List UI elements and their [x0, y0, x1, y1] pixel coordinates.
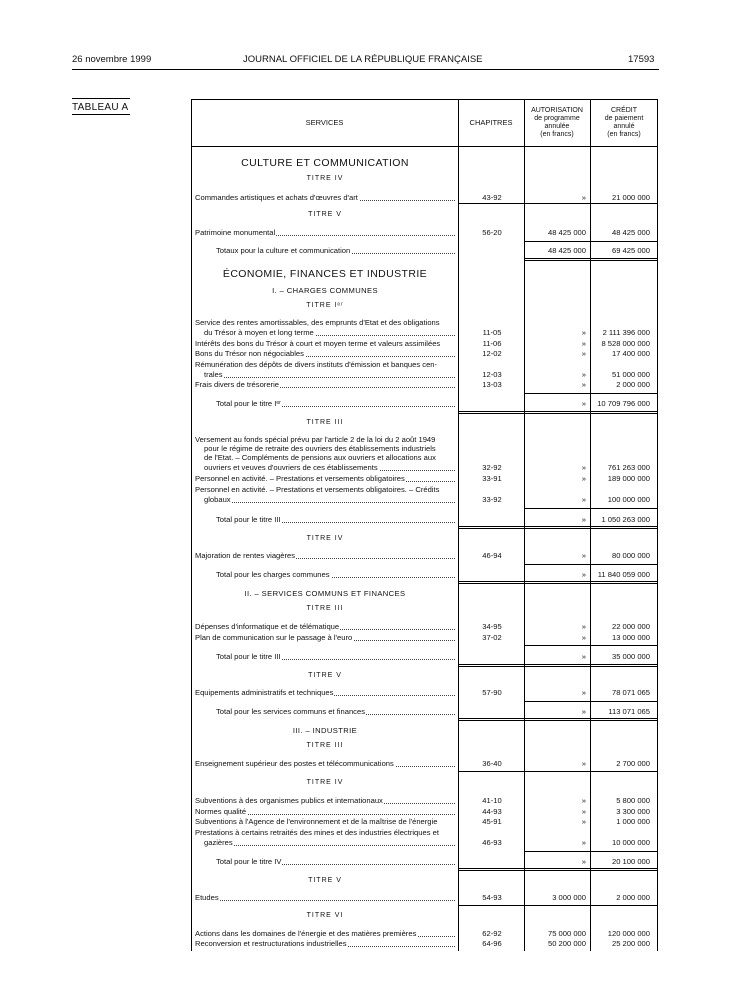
credit-cell: 189 000 000: [607, 474, 650, 483]
header-journal-title: JOURNAL OFFICIEL DE LA RÉPUBLIQUE FRANÇAISE: [243, 54, 483, 65]
service-label: trales: [204, 370, 223, 379]
service-label: Dépenses d'informatique et de télématique: [195, 622, 340, 631]
credit-cell: 113 071 065: [608, 707, 650, 716]
autorisation-cell: »: [581, 495, 586, 504]
titre-heading: TITRE VI: [306, 912, 344, 919]
autorisation-cell: »: [581, 339, 586, 348]
service-label-line: pour le régime de retraite des ouvriers des établissements industriels: [204, 444, 436, 453]
titre-heading: TITRE V: [308, 672, 342, 679]
chapitre-cell: 46-93: [482, 838, 502, 847]
total-label: Total pour le titre Iᵉʳ: [216, 399, 281, 408]
total-row: [192, 245, 658, 256]
column-header-services: SERVICES: [305, 117, 344, 127]
autorisation-cell: »: [581, 688, 586, 697]
credit-cell: 761 263 000: [607, 463, 650, 472]
header-date: 26 novembre 1999: [72, 54, 152, 65]
chapitre-cell: 36-40: [482, 759, 502, 768]
table-row: [192, 758, 658, 769]
autorisation-cell: 3 000 000: [552, 893, 586, 902]
titre-heading: TITRE V: [308, 877, 342, 884]
autorisation-cell: »: [581, 807, 586, 816]
chapitre-cell: 62-92: [482, 929, 502, 938]
total-label: Total pour le titre III: [216, 652, 281, 661]
chapitre-cell: 12-03: [482, 370, 502, 379]
credit-cell: 25 200 000: [611, 939, 650, 948]
chapitre-cell: 64-96: [482, 939, 502, 948]
service-label: Reconversion et restructurations industrielles: [195, 939, 347, 948]
autorisation-cell: »: [581, 838, 586, 847]
table-row: [192, 192, 658, 203]
service-label: Bons du Trésor non négociables: [195, 349, 304, 358]
table-row: [192, 687, 658, 698]
autorisation-cell: 48 425 000: [547, 246, 586, 255]
credit-cell: 78 071 065: [611, 688, 650, 697]
credit-cell: 22 000 000: [611, 622, 650, 631]
total-label: Total pour les services communs et finances: [216, 707, 365, 716]
table-row: [192, 621, 658, 632]
autorisation-cell: 48 425 000: [547, 228, 586, 237]
credit-cell: 1 050 263 000: [601, 515, 650, 524]
service-label-line: Personnel en activité. – Prestations et versements obligatoires. – Crédits: [195, 485, 440, 494]
chapitre-cell: 45-91: [482, 817, 502, 826]
table-row: [192, 816, 658, 827]
chapitre-cell: 13-03: [482, 380, 502, 389]
column-header-credit: CRÉDIT de paiement annulé (en francs): [604, 106, 644, 138]
subsection-industrie: III. – INDUSTRIE: [292, 726, 358, 735]
total-row: [192, 706, 658, 717]
chapitre-cell: 43-92: [482, 193, 502, 202]
credit-cell: 51 000 000: [611, 370, 650, 379]
total-row: [192, 651, 658, 662]
subsection-services-communs: II. – SERVICES COMMUNS ET FINANCES: [244, 589, 406, 598]
tableau-label: TABLEAU A: [72, 102, 129, 113]
service-label: Enseignement supérieur des postes et télécommunications: [195, 759, 394, 768]
autorisation-cell: »: [581, 380, 586, 389]
autorisation-cell: »: [581, 707, 586, 716]
autorisation-cell: »: [581, 796, 586, 805]
service-label-line: Versement au fonds spécial prévu par l'article 2 de la loi du 2 août 1949: [195, 435, 436, 444]
autorisation-cell: »: [581, 652, 586, 661]
tableau-rule-bottom: [72, 114, 130, 115]
credit-cell: 2 000 000: [616, 380, 650, 389]
chapitre-cell: 44-93: [482, 807, 502, 816]
service-label-line: Rémunération des dépôts de divers instituts d'émission et banques cen-: [195, 360, 438, 369]
section-economie: ÉCONOMIE, FINANCES ET INDUSTRIE: [222, 268, 428, 280]
credit-cell: 35 000 000: [611, 652, 650, 661]
total-label: Total pour le titre IV: [216, 857, 282, 866]
credit-cell: 1 000 000: [616, 817, 650, 826]
service-label-line: de l'Etat. – Compléments de pensions aux ouvriers et allocations aux: [204, 453, 436, 462]
credit-cell: 8 528 000 000: [601, 339, 650, 348]
service-label: Actions dans les domaines de l'énergie et des matières premières: [195, 929, 417, 938]
service-label: Majoration de rentes viagères: [195, 551, 296, 560]
autorisation-cell: »: [581, 474, 586, 483]
table-row: [192, 462, 658, 473]
credit-cell: 2 700 000: [616, 759, 650, 768]
credit-cell: 13 000 000: [611, 633, 650, 642]
total-row: [192, 856, 658, 867]
total-label: Total pour les charges communes: [216, 570, 330, 579]
service-label: Commandes artistiques et achats d'œuvres d'art: [195, 193, 358, 202]
service-label: Patrimoine monumental: [195, 228, 276, 237]
credit-cell: 17 400 000: [611, 349, 650, 358]
table-row: [192, 348, 658, 359]
credit-cell: 80 000 000: [611, 551, 650, 560]
credit-cell: 10 709 796 000: [597, 399, 650, 408]
chapitre-cell: 12-02: [482, 349, 502, 358]
table-row: [192, 938, 658, 949]
autorisation-cell: »: [581, 193, 586, 202]
autorisation-cell: »: [581, 349, 586, 358]
chapitre-cell: 11-06: [482, 339, 502, 348]
chapitre-cell: 34-95: [482, 622, 502, 631]
autorisation-cell: »: [581, 857, 586, 866]
table-row: [192, 473, 658, 484]
table-row: [192, 632, 658, 643]
credit-cell: 48 425 000: [611, 228, 650, 237]
table-row: [192, 550, 658, 561]
total-label: Total pour le titre III: [216, 515, 281, 524]
table-row: [192, 837, 658, 848]
autorisation-cell: »: [581, 399, 586, 408]
autorisation-cell: »: [581, 817, 586, 826]
chapitre-cell: 54-93: [482, 893, 502, 902]
subsection-charges-communes: I. – CHARGES COMMUNES: [272, 286, 378, 295]
service-label: Normes qualité: [195, 807, 247, 816]
chapitre-cell: 33-91: [482, 474, 502, 483]
autorisation-cell: »: [581, 570, 586, 579]
titre-heading: TITRE Iᵉʳ: [306, 302, 344, 309]
total-row: [192, 398, 658, 409]
table-row: [192, 327, 658, 338]
table-row: [192, 494, 658, 505]
service-label: Equipements administratifs et techniques: [195, 688, 334, 697]
column-header-autorisation: AUTORISATION de programme annulée (en francs): [531, 106, 583, 138]
section-culture: CULTURE ET COMMUNICATION: [241, 157, 409, 169]
chapitre-cell: 56-20: [482, 228, 502, 237]
chapitre-cell: 37-02: [482, 633, 502, 642]
titre-heading: TITRE III: [306, 605, 344, 612]
header-page-number: 17593: [628, 54, 655, 65]
titre-heading: TITRE IV: [306, 779, 344, 786]
table-row: [192, 795, 658, 806]
tableau-rule-top: [72, 98, 130, 99]
chapitre-cell: 32-92: [482, 463, 502, 472]
total-label: Totaux pour la culture et communication: [216, 246, 351, 255]
credit-cell: 21 000 000: [611, 193, 650, 202]
autorisation-cell: »: [581, 551, 586, 560]
service-label-line: Service des rentes amortissables, des emprunts d'Etat et des obligations: [195, 318, 440, 327]
service-label: Personnel en activité. – Prestations et versements obligatoires: [195, 474, 405, 483]
header-divider: [72, 69, 659, 70]
credit-cell: 120 000 000: [607, 929, 650, 938]
total-row: [192, 514, 658, 525]
chapitre-cell: 41-10: [482, 796, 502, 805]
service-label: Subventions à l'Agence de l'environnement et de la maîtrise de l'énergie: [195, 817, 438, 826]
autorisation-cell: »: [581, 370, 586, 379]
autorisation-cell: »: [581, 515, 586, 524]
table-row: [192, 892, 658, 903]
titre-heading: TITRE IV: [306, 535, 344, 542]
autorisation-cell: 50 200 000: [547, 939, 586, 948]
credit-cell: 20 100 000: [611, 857, 650, 866]
service-label: Subventions à des organismes publics et internationaux: [195, 796, 383, 805]
service-label-line: Prestations à certains retraités des mines et des industries électriques et: [195, 828, 439, 837]
service-label: Etudes: [195, 893, 219, 902]
service-label: Frais divers de trésorerie: [195, 380, 279, 389]
credit-cell: 10 000 000: [611, 838, 650, 847]
service-label: globaux: [204, 495, 231, 504]
titre-heading: TITRE V: [308, 211, 342, 218]
credit-cell: 3 300 000: [616, 807, 650, 816]
chapitre-cell: 33-92: [482, 495, 502, 504]
autorisation-cell: 75 000 000: [547, 929, 586, 938]
credit-cell: 11 840 059 000: [597, 570, 650, 579]
titre-heading: TITRE III: [306, 742, 344, 749]
autorisation-cell: »: [581, 328, 586, 337]
credit-cell: 2 111 396 000: [602, 328, 650, 337]
header-row-rule: [191, 146, 658, 147]
table-row: [192, 379, 658, 390]
credit-cell: 5 800 000: [616, 796, 650, 805]
autorisation-cell: »: [581, 463, 586, 472]
autorisation-cell: »: [581, 759, 586, 768]
service-label: du Trésor à moyen et long terme: [204, 328, 314, 337]
total-row: [192, 569, 658, 580]
table-row: [192, 227, 658, 238]
service-label: Plan de communication sur le passage à l'euro: [195, 633, 353, 642]
titre-heading: TITRE IV: [306, 175, 344, 182]
service-label: Intérêts des bons du Trésor à court et moyen terme et valeurs assimilées: [195, 339, 441, 348]
chapitre-cell: 11-05: [482, 328, 502, 337]
autorisation-cell: »: [581, 622, 586, 631]
service-label: ouvriers et veuves d'ouvriers de ces établissements: [204, 463, 378, 472]
chapitre-cell: 57-90: [482, 688, 502, 697]
titre-heading: TITRE III: [306, 419, 344, 426]
credit-cell: 100 000 000: [607, 495, 650, 504]
column-header-chapitres: CHAPITRES: [469, 117, 513, 127]
autorisation-cell: »: [581, 633, 586, 642]
service-label: gazières: [204, 838, 233, 847]
credit-cell: 2 000 000: [616, 893, 650, 902]
credit-cell: 69 425 000: [611, 246, 650, 255]
chapitre-cell: 46-94: [482, 551, 502, 560]
